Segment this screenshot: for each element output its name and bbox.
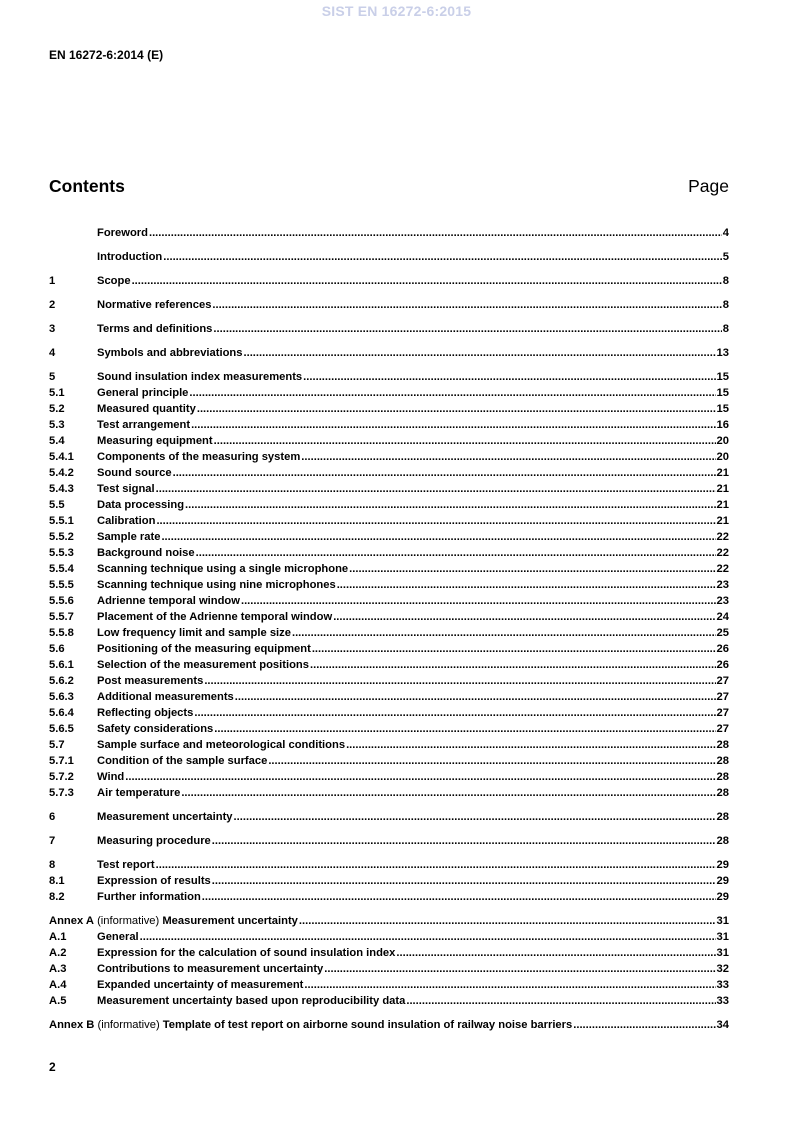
toc-entry[interactable] (49, 595, 729, 611)
dot-leader (268, 755, 715, 767)
toc-entry-number: 5.5.5 (49, 579, 74, 591)
toc-entry[interactable] (49, 467, 729, 483)
toc-entry-number: 5 (49, 371, 56, 383)
dot-leader (163, 251, 722, 263)
toc-entry-number: A.3 (49, 963, 67, 975)
toc-entry-page: 25 (716, 627, 729, 639)
toc-entry-number: 6 (49, 811, 56, 823)
dot-leader (234, 811, 716, 823)
toc-entry-title: Sound insulation index measurements (97, 371, 303, 383)
toc-entry[interactable] (49, 707, 729, 723)
toc-entry-title: Measurement uncertainty based upon reproducibility data (97, 995, 406, 1007)
dot-leader (406, 995, 715, 1007)
toc-entry[interactable] (49, 515, 729, 531)
toc-entry[interactable] (49, 931, 729, 947)
dot-leader (185, 499, 716, 511)
dot-leader (140, 931, 716, 943)
toc-entry-number: 7 (49, 835, 56, 847)
dot-leader (333, 611, 715, 623)
toc-entry-number: 5.7.3 (49, 787, 74, 799)
dot-leader (212, 299, 721, 311)
toc-entry-number: 3 (49, 323, 56, 335)
toc-entry-title: Post measurements (97, 675, 204, 687)
annex-label: Annex A (49, 915, 94, 927)
toc-entry-number: 5.6 (49, 643, 65, 655)
toc-entry-number: 5.6.2 (49, 675, 74, 687)
toc-entry[interactable] (49, 675, 729, 691)
toc-entry[interactable] (49, 995, 729, 1011)
toc-entry[interactable] (49, 723, 729, 739)
dot-leader (197, 403, 716, 415)
toc-entry[interactable] (49, 435, 729, 451)
toc-entry-title: Normative references (97, 299, 212, 311)
toc-entry[interactable] (49, 835, 729, 851)
toc-entry-number: 5.5 (49, 499, 65, 511)
toc-entry-title: Contributions to measurement uncertainty (97, 963, 324, 975)
toc-entry-title: Measuring equipment (97, 435, 213, 447)
toc-entry-title: Test signal (97, 483, 155, 495)
dot-leader (202, 891, 716, 903)
contents-title: Contents (49, 176, 125, 196)
toc-entry-page: 15 (716, 403, 729, 415)
toc-entry[interactable] (49, 531, 729, 547)
toc-entry-page: 8 (722, 323, 729, 335)
toc-entry-page: 34 (716, 1019, 729, 1031)
toc-entry-page: 21 (716, 467, 729, 479)
toc-entry-title: Expression for the calculation of sound insulation index (97, 947, 396, 959)
toc-entry-page: 22 (716, 547, 729, 559)
toc-entry-number: 5.5.4 (49, 563, 74, 575)
toc-entry-page: 21 (716, 483, 729, 495)
toc-entry-title: Sound source (97, 467, 172, 479)
toc-entry-page: 28 (716, 771, 729, 783)
toc-entry[interactable] (49, 387, 729, 403)
toc-entry[interactable] (49, 547, 729, 563)
dot-leader (396, 947, 715, 959)
toc-entry-page: 29 (716, 859, 729, 871)
toc-entry[interactable] (49, 859, 729, 875)
toc-entry-page: 8 (722, 275, 729, 287)
dot-leader (337, 579, 716, 591)
toc-entry[interactable] (49, 403, 729, 419)
toc-entry-page: 32 (716, 963, 729, 975)
toc-entry-title: Expanded uncertainty of measurement (97, 979, 304, 991)
toc-entry[interactable] (49, 891, 729, 907)
toc-entry[interactable] (49, 771, 729, 787)
dot-leader (292, 627, 716, 639)
dot-leader (299, 915, 716, 927)
toc-entry[interactable] (49, 563, 729, 579)
dot-leader (125, 771, 715, 783)
toc-entry-title (49, 915, 298, 927)
toc-entry-title: Wind (97, 771, 125, 783)
toc-entry-page: 26 (716, 643, 729, 655)
toc-entry[interactable] (49, 755, 729, 771)
toc-entry[interactable] (49, 787, 729, 803)
dot-leader (214, 435, 716, 447)
toc-entry-title: Condition of the sample surface (97, 755, 268, 767)
toc-entry-page: 16 (716, 419, 729, 431)
toc-entry[interactable] (49, 483, 729, 499)
dot-leader (212, 835, 716, 847)
toc-entry-number: 2 (49, 299, 56, 311)
toc-entry-page: 23 (716, 595, 729, 607)
toc-entry-page: 20 (716, 451, 729, 463)
toc-entry-title: Safety considerations (97, 723, 214, 735)
dot-leader (196, 547, 716, 559)
dot-leader (241, 595, 716, 607)
toc-entry-number: 5.6.5 (49, 723, 74, 735)
toc-entry-number: 1 (49, 275, 56, 287)
toc-entry-page: 28 (716, 755, 729, 767)
toc-entry[interactable] (49, 299, 729, 315)
toc-entry-page: 31 (716, 931, 729, 943)
toc-entry-page: 20 (716, 435, 729, 447)
toc-entry-page: 21 (716, 515, 729, 527)
toc-entry-number: 5.3 (49, 419, 65, 431)
toc-entry[interactable] (49, 611, 729, 627)
dot-leader (173, 467, 716, 479)
toc-entry-page: 5 (722, 251, 729, 263)
toc-entry-page: 29 (716, 891, 729, 903)
toc-entry-title: Low frequency limit and sample size (97, 627, 291, 639)
toc-entry-page: 28 (716, 835, 729, 847)
dot-leader (310, 659, 716, 671)
toc-entry-page: 8 (722, 299, 729, 311)
toc-entry-number: 5.4 (49, 435, 65, 447)
toc-entry-title: Additional measurements (97, 691, 234, 703)
toc-entry-title: Sample surface and meteorological conditions (97, 739, 346, 751)
toc-entry-title: Sample rate (97, 531, 161, 543)
toc-entry-number: 8 (49, 859, 56, 871)
toc-entry[interactable] (49, 875, 729, 891)
toc-entry[interactable] (49, 811, 729, 827)
table-of-contents (49, 227, 729, 1035)
toc-entry-page: 15 (716, 371, 729, 383)
dot-leader (132, 275, 722, 287)
toc-entry[interactable] (49, 691, 729, 707)
toc-entry-page: 4 (722, 227, 729, 239)
toc-entry-page: 22 (716, 531, 729, 543)
toc-entry-title: Reflecting objects (97, 707, 194, 719)
toc-entry-number: A.5 (49, 995, 67, 1007)
toc-entry[interactable] (49, 451, 729, 467)
toc-entry-title: Measuring procedure (97, 835, 211, 847)
toc-entry-number: 8.1 (49, 875, 65, 887)
toc-entry-number: 4 (49, 347, 56, 359)
toc-entry-title: Scope (97, 275, 131, 287)
dot-leader (204, 675, 715, 687)
dot-leader (235, 691, 716, 703)
toc-entry-number: 5.6.3 (49, 691, 74, 703)
annex-note: (informative) (93, 915, 163, 927)
toc-entry[interactable] (49, 659, 729, 675)
dot-leader (156, 859, 716, 871)
annex-title: Template of test report on airborne sound insulation of railway noise barriers (162, 1019, 573, 1031)
toc-entry[interactable] (49, 643, 729, 659)
toc-entry-page: 21 (716, 499, 729, 511)
toc-entry-number: A.1 (49, 931, 67, 943)
dot-leader (349, 563, 715, 575)
dot-leader (194, 707, 715, 719)
toc-entry-number: 5.6.1 (49, 659, 74, 671)
toc-entry-page: 27 (716, 707, 729, 719)
toc-entry-number: 5.7 (49, 739, 65, 751)
toc-entry[interactable] (49, 347, 729, 363)
toc-entry-title: Calibration (97, 515, 156, 527)
toc-entry-page: 22 (716, 563, 729, 575)
toc-entry[interactable] (49, 499, 729, 515)
toc-entry-number: 5.4.3 (49, 483, 74, 495)
toc-entry-number: 5.5.1 (49, 515, 74, 527)
toc-entry-number: 5.5.6 (49, 595, 74, 607)
toc-entry-number: 5.4.2 (49, 467, 74, 479)
toc-entry-number: A.4 (49, 979, 67, 991)
toc-entry-title: Selection of the measurement positions (97, 659, 309, 671)
toc-entry-page: 33 (716, 979, 729, 991)
toc-entry[interactable] (49, 947, 729, 963)
watermark: SIST EN 16272-6:2015 (321, 3, 472, 19)
toc-entry-number: 5.7.1 (49, 755, 74, 767)
dot-leader (161, 531, 715, 543)
annex-title: Measurement uncertainty (162, 915, 298, 927)
toc-entry-page: 31 (716, 947, 729, 959)
toc-entry-title: Symbols and abbreviations (97, 347, 243, 359)
toc-entry-page: 15 (716, 387, 729, 399)
toc-entry-title: Scanning technique using a single microphone (97, 563, 349, 575)
dot-leader (303, 371, 715, 383)
toc-entry-title: Test arrangement (97, 419, 191, 431)
toc-entry-page: 27 (716, 691, 729, 703)
toc-entry-number: 5.5.3 (49, 547, 74, 559)
toc-entry[interactable] (49, 419, 729, 435)
toc-entry-title: Scanning technique using nine microphones (97, 579, 336, 591)
toc-entry-page: 27 (716, 675, 729, 687)
dot-leader (156, 483, 716, 495)
toc-entry-page: 31 (716, 915, 729, 927)
annex-note: (informative) (94, 1019, 163, 1031)
toc-entry-title: Components of the measuring system (97, 451, 301, 463)
toc-entry-title: General (97, 931, 139, 943)
toc-entry-title: Terms and definitions (97, 323, 213, 335)
toc-entry-page: 28 (716, 811, 729, 823)
toc-entry-title: Adrienne temporal window (97, 595, 240, 607)
toc-entry-title: Positioning of the measuring equipment (97, 643, 311, 655)
dot-leader (301, 451, 715, 463)
toc-entry-number: 5.1 (49, 387, 65, 399)
toc-entry-page: 24 (716, 611, 729, 623)
dot-leader (149, 227, 722, 239)
toc-entry-number: A.2 (49, 947, 67, 959)
toc-entry[interactable] (49, 963, 729, 979)
toc-entry-page: 28 (716, 739, 729, 751)
page-number: 2 (49, 1060, 56, 1074)
toc-entry-title: Placement of the Adrienne temporal window (97, 611, 333, 623)
document-id: EN 16272-6:2014 (E) (49, 48, 164, 62)
dot-leader (189, 387, 715, 399)
page-column-label: Page (688, 176, 729, 196)
toc-entry-number: 5.6.4 (49, 707, 74, 719)
dot-leader (214, 723, 715, 735)
toc-entry-page: 33 (716, 995, 729, 1007)
toc-entry-number: 5.5.2 (49, 531, 74, 543)
dot-leader (573, 1019, 715, 1031)
toc-entry[interactable] (49, 227, 729, 243)
dot-leader (346, 739, 715, 751)
dot-leader (312, 643, 716, 655)
toc-entry-title: Further information (97, 891, 201, 903)
toc-entry-number: 8.2 (49, 891, 65, 903)
toc-entry[interactable] (49, 323, 729, 339)
toc-entry-page: 13 (716, 347, 729, 359)
dot-leader (181, 787, 715, 799)
toc-entry[interactable] (49, 579, 729, 595)
toc-entry-page: 28 (716, 787, 729, 799)
toc-entry[interactable] (49, 627, 729, 643)
toc-entry-title: Data processing (97, 499, 185, 511)
annex-label: Annex B (49, 1019, 95, 1031)
toc-entry[interactable] (49, 915, 729, 931)
toc-entry-page: 23 (716, 579, 729, 591)
dot-leader (191, 419, 715, 431)
toc-entry-page: 26 (716, 659, 729, 671)
dot-leader (212, 875, 716, 887)
dot-leader (324, 963, 715, 975)
toc-entry[interactable] (49, 275, 729, 291)
toc-entry-number: 5.5.7 (49, 611, 74, 623)
toc-entry-title: Background noise (97, 547, 195, 559)
dot-leader (213, 323, 721, 335)
dot-leader (243, 347, 715, 359)
toc-entry-page: 27 (716, 723, 729, 735)
toc-entry-number: 5.2 (49, 403, 65, 415)
toc-entry[interactable] (49, 371, 729, 387)
toc-entry-number: 5.5.8 (49, 627, 74, 639)
toc-entry-number: 5.7.2 (49, 771, 74, 783)
toc-entry-title: Introduction (97, 251, 163, 263)
toc-entry-title: General principle (97, 387, 189, 399)
dot-leader (304, 979, 715, 991)
toc-entry[interactable] (49, 979, 729, 995)
toc-entry-title: Measured quantity (97, 403, 196, 415)
toc-entry-title: Measurement uncertainty (97, 811, 233, 823)
toc-entry-title (49, 1019, 572, 1031)
dot-leader (156, 515, 715, 527)
toc-entry-title: Foreword (97, 227, 148, 239)
toc-entry[interactable] (49, 739, 729, 755)
toc-entry-title: Air temperature (97, 787, 181, 799)
toc-entry[interactable] (49, 251, 729, 267)
toc-entry-page: 29 (716, 875, 729, 887)
toc-entry[interactable] (49, 1019, 729, 1035)
toc-entry-number: 5.4.1 (49, 451, 74, 463)
toc-entry-title: Expression of results (97, 875, 211, 887)
toc-entry-title: Test report (97, 859, 155, 871)
